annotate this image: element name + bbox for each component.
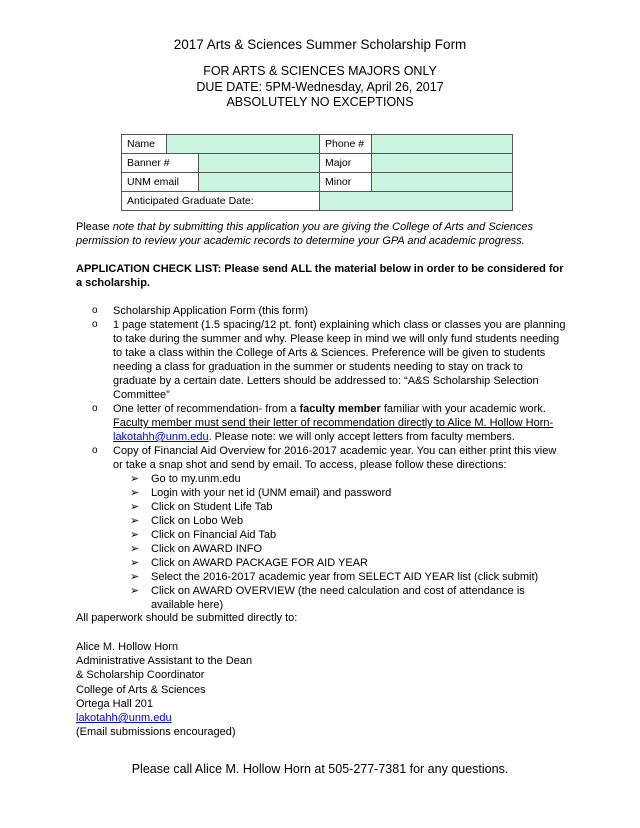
arrow-bullet-icon: ➢ bbox=[130, 487, 140, 499]
grad-date-label: Anticipated Graduate Date: bbox=[122, 192, 320, 211]
banner-field[interactable] bbox=[199, 154, 320, 173]
direction-step bbox=[90, 472, 568, 486]
arrow-bullet-icon: ➢ bbox=[130, 571, 140, 583]
list-item-text: familiar with your academic work. bbox=[383, 403, 546, 415]
form-title: 2017 Arts & Sciences Summer Scholarship Form bbox=[173, 37, 467, 52]
direction-step-text: Login with your net id (UNM email) and password bbox=[151, 487, 392, 499]
direction-step-text: Click on Student Life Tab bbox=[151, 501, 273, 513]
contact-title: Administrative Assistant to the Dean bbox=[76, 655, 253, 668]
header-due-date: DUE DATE: 5PM-Wednesday, April 26, 2017 bbox=[196, 79, 444, 94]
email-field[interactable] bbox=[199, 173, 320, 192]
contact-college: College of Arts & Sciences bbox=[76, 683, 206, 696]
bullet-icon: o bbox=[92, 403, 98, 414]
contact-email-link[interactable]: lakotahh@unm.edu bbox=[76, 712, 172, 725]
header-no-exceptions: ABSOLUTELY NO EXCEPTIONS bbox=[226, 95, 414, 109]
footer-note: Please call Alice M. Hollow Horn at 505-277-7381 for any questions. bbox=[131, 762, 509, 776]
arrow-bullet-icon: ➢ bbox=[130, 585, 140, 597]
direction-step bbox=[90, 556, 568, 570]
applicant-info-table bbox=[121, 134, 513, 211]
list-item bbox=[90, 402, 568, 444]
major-field[interactable] bbox=[372, 154, 513, 173]
name-field[interactable] bbox=[167, 135, 320, 154]
direction-step-text: Click on Lobo Web bbox=[151, 515, 244, 527]
header-majors-only: FOR ARTS & SCIENCES MAJORS ONLY bbox=[203, 64, 437, 78]
faculty-member-bold: faculty member bbox=[299, 403, 381, 415]
direction-step-text: Select the 2016-2017 academic year from SELECT AID YEAR list (click submit) bbox=[151, 571, 539, 583]
bullet-icon: o bbox=[92, 319, 98, 330]
recommendation-email-link[interactable]: lakotahh@unm.edu bbox=[113, 431, 209, 443]
contact-note: (Email submissions encouraged) bbox=[76, 726, 236, 739]
faculty-instruction-underlined: Faculty member must send their letter of recommendation directly to Alice M. Hollow Horn- bbox=[113, 417, 554, 429]
direction-step bbox=[90, 570, 568, 584]
direction-step bbox=[90, 584, 568, 612]
direction-step bbox=[90, 486, 568, 500]
email-label: UNM email bbox=[122, 173, 199, 192]
contact-office: Ortega Hall 201 bbox=[76, 697, 154, 710]
arrow-bullet-icon: ➢ bbox=[130, 529, 140, 541]
list-item bbox=[90, 318, 568, 402]
arrow-bullet-icon: ➢ bbox=[130, 501, 140, 513]
permission-notice bbox=[76, 220, 566, 248]
direction-step bbox=[90, 542, 568, 556]
contact-name: Alice M. Hollow Horn bbox=[76, 641, 179, 653]
arrow-bullet-icon: ➢ bbox=[130, 543, 140, 555]
direction-step bbox=[90, 528, 568, 542]
direction-step-text: Click on Financial Aid Tab bbox=[151, 529, 277, 541]
list-item-text: 1 page statement (1.5 spacing/12 pt. font) explaining which class or classes you are planning to take during the summer and why. Please keep in mind we will only fund students needing to take a class within the College of Arts & Sciences. Preference will be given to students needing a class for graduation in the summer or students needing to stay on track to graduate by a certain date. Letters should be addressed to: “A&S Scholarship Selection Committee” bbox=[113, 319, 566, 401]
bullet-icon: o bbox=[92, 305, 98, 316]
list-item-text: Copy of Financial Aid Overview for 2016-2017 academic year. You can either print this view or take a snap shot and send by email. To access, please follow these directions: bbox=[113, 445, 557, 471]
checklist-heading: APPLICATION CHECK LIST: Please send ALL the material below in order to be considered for a scholarship. bbox=[76, 263, 564, 289]
list-item-text: . Please note: we will only accept letters from faculty members. bbox=[208, 431, 515, 443]
list-item-text: Scholarship Application Form (this form) bbox=[113, 305, 309, 317]
notice-please: Please bbox=[76, 221, 110, 233]
banner-label: Banner # bbox=[122, 154, 199, 173]
list-item bbox=[90, 444, 568, 472]
submit-instruction: All paperwork should be submitted directly to: bbox=[76, 612, 298, 624]
direction-step-text: Click on AWARD INFO bbox=[151, 543, 263, 555]
phone-field[interactable] bbox=[372, 135, 513, 154]
name-label: Name bbox=[122, 135, 167, 154]
notice-text: note that by submitting this application you are giving the College of Arts and Sciences permission to review your academic records to determine your GPA and academic progress. bbox=[76, 221, 533, 247]
list-item-text: One letter of recommendation- from a bbox=[113, 403, 297, 415]
minor-field[interactable] bbox=[372, 173, 513, 192]
minor-label: Minor bbox=[320, 173, 372, 192]
contact-block bbox=[76, 640, 252, 739]
checklist bbox=[90, 304, 568, 612]
phone-label: Phone # bbox=[320, 135, 372, 154]
directions-list bbox=[90, 472, 568, 612]
direction-step bbox=[90, 500, 568, 514]
contact-title-2: & Scholarship Coordinator bbox=[76, 669, 205, 682]
bullet-icon: o bbox=[92, 445, 98, 456]
arrow-bullet-icon: ➢ bbox=[130, 473, 140, 485]
direction-step bbox=[90, 514, 568, 528]
direction-step-text: Click on AWARD OVERVIEW (the need calculation and cost of attendance is available here) bbox=[151, 585, 525, 611]
grad-date-field[interactable] bbox=[320, 192, 513, 211]
direction-step-text: Go to my.unm.edu bbox=[151, 473, 241, 485]
header-block bbox=[0, 64, 640, 111]
major-label: Major bbox=[320, 154, 372, 173]
list-item bbox=[90, 304, 568, 318]
arrow-bullet-icon: ➢ bbox=[130, 557, 140, 569]
arrow-bullet-icon: ➢ bbox=[130, 515, 140, 527]
direction-step-text: Click on AWARD PACKAGE FOR AID YEAR bbox=[151, 557, 368, 569]
